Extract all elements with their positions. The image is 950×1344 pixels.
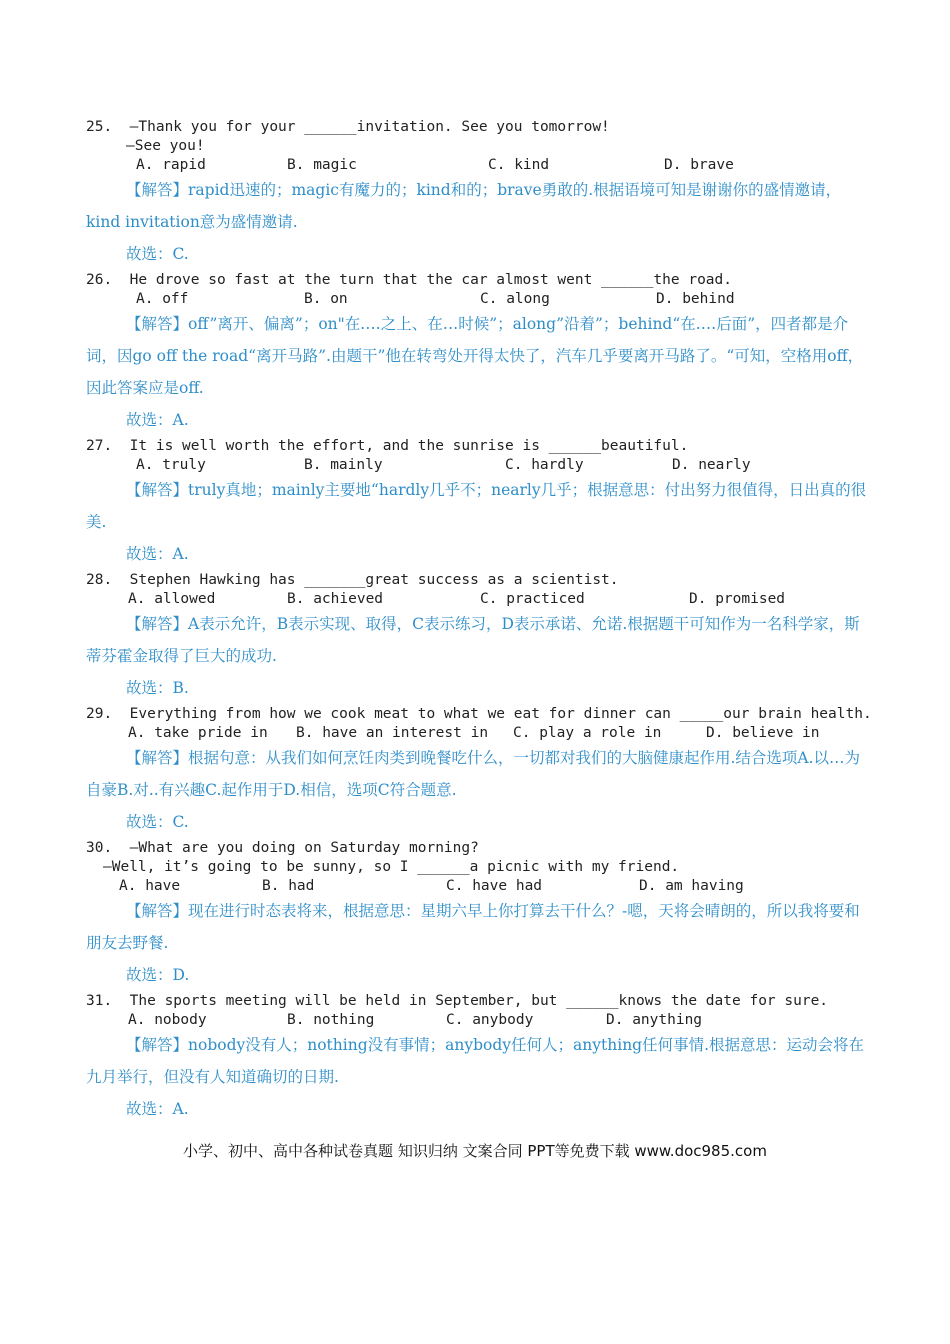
question-30-stem: 30. —What are you doing on Saturday morning? [86,840,479,856]
option-a: A. rapid [136,157,206,173]
question-25-explanation: 【解答】rapid迅速的；magic有魔力的；kind和的；brave勇敢的.根据语境可知是谢谢你的盛情邀请，kind invitation意为盛情邀请. [86,181,842,231]
question-26-options [0,290,950,309]
option-c: C. play a role in [513,725,662,741]
question-31-explanation: 【解答】nobody没有人；nothing没有事情；anybody任何人；anything任何事情.根据意思：运动会将在九月举行，但没有人知道确切的日期. [86,1036,865,1086]
question-29-options [0,724,950,743]
option-b: B. magic [287,157,357,173]
option-c: C. practiced [480,591,585,607]
option-c: C. anybody [446,1012,534,1028]
option-a: A. have [119,878,181,894]
option-b: B. on [304,291,348,307]
question-25-answer: 故选：C. [126,245,189,263]
option-a: A. off [136,291,189,307]
question-30-answer: 故选：D. [126,966,190,984]
question-28-answer: 故选：B. [126,679,189,697]
question-28-explanation: 【解答】A表示允许，B表示实现、取得，C表示练习，D表示承诺、允诺.根据题干可知作为一名科学家，斯蒂芬霍金取得了巨大的成功. [86,615,860,665]
option-b: B. nothing [287,1012,375,1028]
question-27-answer: 故选：A. [126,545,189,563]
option-d: D. anything [606,1012,703,1028]
question-31-stem: 31. The sports meeting will be held in September, but ______knows the date for sure. [86,993,829,1009]
option-a: A. allowed [128,591,216,607]
option-d: D. believe in [706,725,820,741]
question-26-explanation: 【解答】off”离开、偏离”；on"在.…之上、在…时候”；along”沿着”；behind“在.…后面”，四者都是介词，因go off the road“离开马路”.由题干”他在转弯处开得太快了，汽车几乎要离开马路了。“可知，空格用off，因此答案应是off. [86,315,864,397]
question-28-stem: 28. Stephen Hawking has _______great success as a scientist. [86,572,619,588]
option-b: B. mainly [304,457,383,473]
option-a: A. truly [136,457,206,473]
question-25-stem: 25. —Thank you for your ______invitation. See you tomorrow! [86,119,610,135]
footer-banner: 小学、初中、高中各种试卷真题 知识归纳 文案合同 PPT等免费下载 www.doc985.com [183,1142,767,1160]
question-30-reply: —Well, it’s going to be sunny, so I ______a picnic with my friend. [103,859,680,875]
question-28-options [0,590,950,609]
option-d: D. behind [656,291,735,307]
option-c: C. hardly [505,457,584,473]
question-26-answer: 故选：A. [126,411,189,429]
question-27-explanation: 【解答】truly真地；mainly主要地“hardly几乎不；nearly几乎；根据意思：付出努力很值得，日出真的很美. [86,481,867,531]
option-a: A. take pride in [128,725,268,741]
option-d: D. brave [664,157,734,173]
question-29-answer: 故选：C. [126,813,189,831]
question-27-options [0,456,950,475]
option-c: C. have had [446,878,543,894]
option-a: A. nobody [128,1012,207,1028]
question-29-explanation: 【解答】根据句意：从我们如何烹饪肉类到晚餐吃什么，一切都对我们的大脑健康起作用.结合选项A.以…为自豪B.对..有兴趣C.起作用于D.相信，选项C符合题意. [86,749,861,799]
option-c: C. along [480,291,550,307]
option-b: B. have an interest in [296,725,489,741]
option-b: B. achieved [287,591,384,607]
option-d: D. am having [639,878,744,894]
question-25-options [0,156,950,175]
question-27-stem: 27. It is well worth the effort, and the sunrise is ______beautiful. [86,438,689,454]
option-b: B. had [262,878,315,894]
question-25-reply: —See you! [126,138,205,154]
question-29-stem: 29. Everything from how we cook meat to what we eat for dinner can _____our brain health. [86,706,872,722]
option-d: D. promised [689,591,786,607]
question-26-stem: 26. He drove so fast at the turn that the car almost went ______the road. [86,272,733,288]
question-31-answer: 故选：A. [126,1100,189,1118]
question-31-options [0,1011,950,1030]
option-d: D. nearly [672,457,751,473]
question-30-explanation: 【解答】现在进行时态表将来，根据意思：星期六早上你打算去干什么？-嗯，天将会晴朗的，所以我将要和朋友去野餐. [86,902,860,952]
question-30-options [0,877,950,896]
option-c: C. kind [488,157,550,173]
